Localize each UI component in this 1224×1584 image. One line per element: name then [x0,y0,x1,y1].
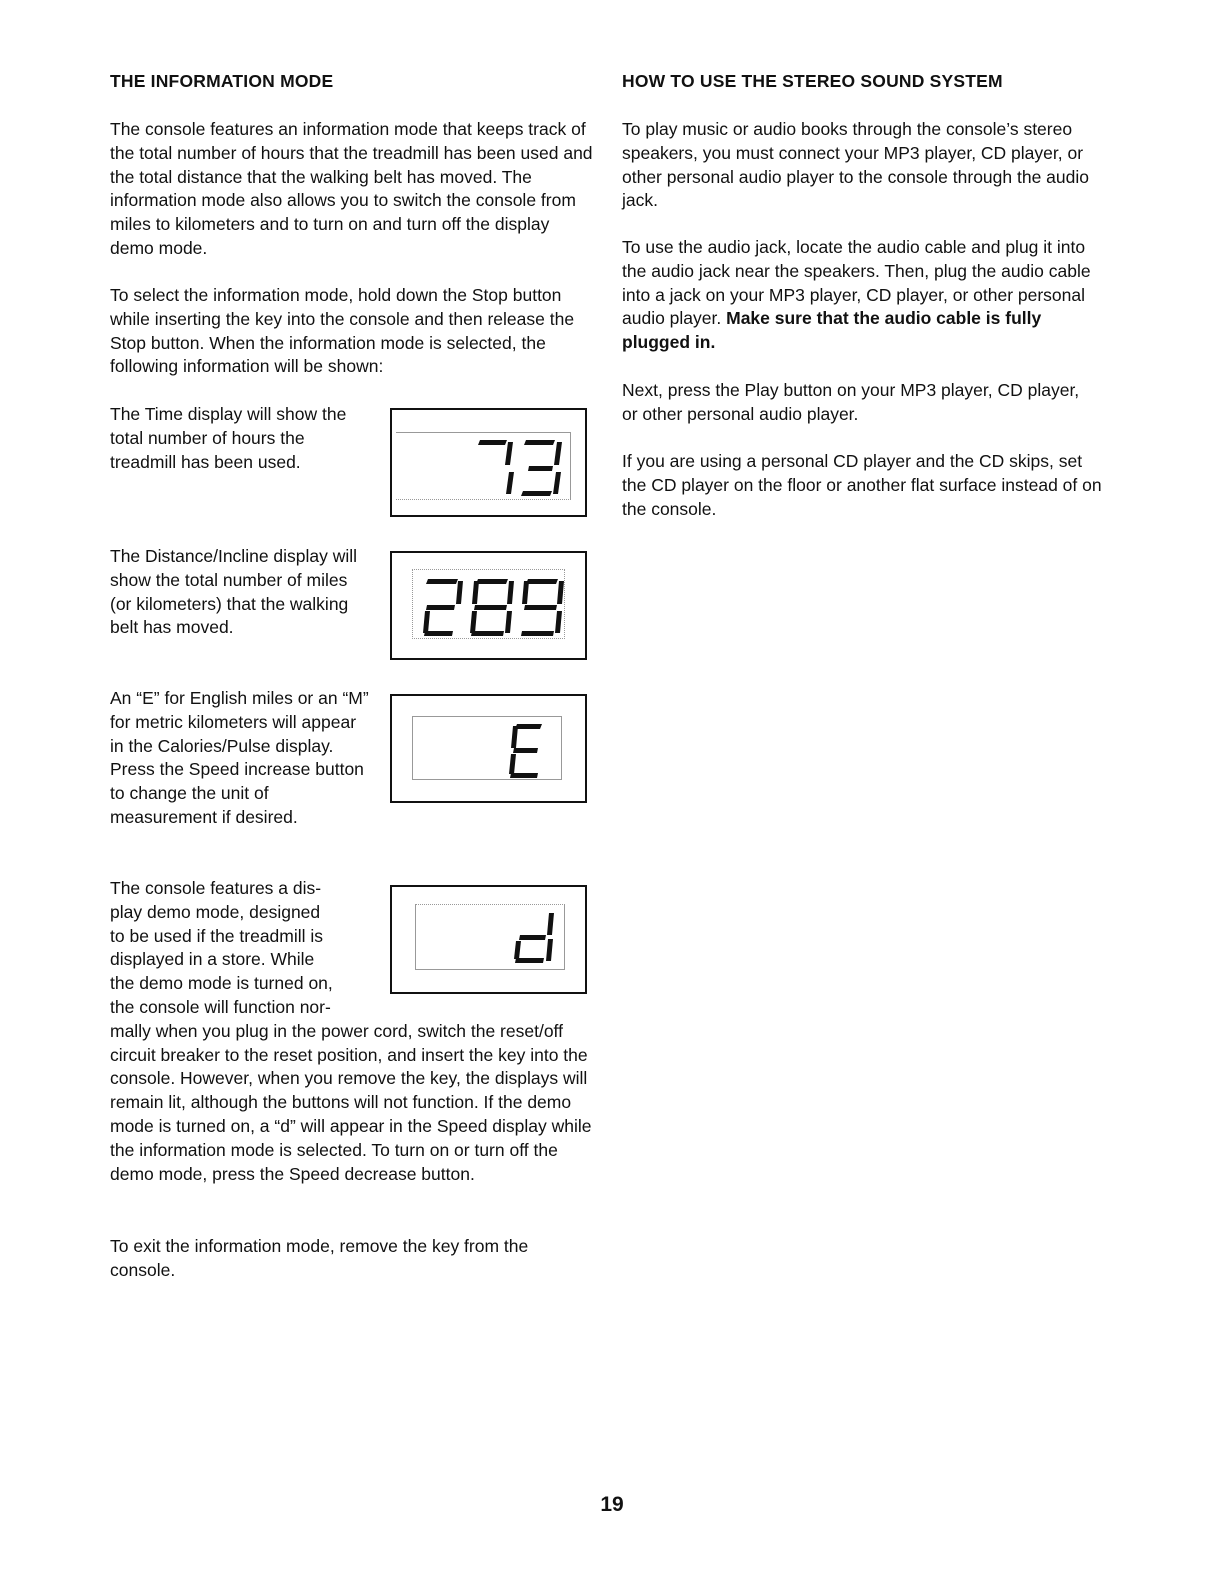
play-button-paragraph: Next, press the Play button on your MP3 player, CD player, or other personal audio player. [622,380,1080,424]
stereo-intro-paragraph: To play music or audio books through the console’s stereo speakers, you must connect your MP3 player, CD player, or other personal audio player to the console through the audio jack. [622,119,1089,211]
demo-text-rest: mally when you plug in the power cord, switch the reset/off circuit breaker to the reset position, and insert the key into the console. However, when you remove the key, the displays will remain lit, although the buttons will not function. If the demo mode is turned on, a “d” will appear in the Speed display while the information mode is selected. To turn on or turn off the demo mode, press the Speed decrease button. [110,1020,592,1184]
demo-text-line: the console will function nor- [110,997,331,1017]
demo-text-line: displayed in a store. While [110,949,315,970]
demo-text-line: the demo mode is turned on, [110,973,333,994]
digit-3-seg-b [554,442,562,465]
stereo-sound-heading: HOW TO USE THE STEREO SOUND SYSTEM [622,71,1003,91]
demo-display-digits [392,887,589,996]
units-display-illustration [390,694,587,803]
demo-text-line: The console features a dis- [110,878,322,898]
exit-info-mode-paragraph: To exit the information mode, remove the key from the console. [110,1236,529,1280]
audio-jack-warning: Make sure that the audio cable is fully plugged in. [622,308,1042,353]
page-number: 19 [600,1493,624,1516]
time-display-illustration [390,408,587,517]
digit-7-seg-c [506,472,514,494]
units-display-description: An “E” for English miles or an “M” for metric kilometers will appear in the Calories/Pulse display. Press the Speed increase button to change the unit of measurement if desired. [110,688,369,827]
distance-display-digits [392,553,589,662]
time-display-description: The Time display will show the total number of hours the treadmill has been used. [110,404,347,472]
digit-3-seg-a [524,440,555,445]
cd-skip-paragraph: If you are using a personal CD player and the CD skips, set the CD player on the floor or another flat surface instead of on the console. [622,451,1102,519]
units-display-digits [392,696,589,805]
audio-jack-text: To use the audio jack, locate the audio cable and plug it into the audio jack near the speakers. Then, plug the audio cable into a jack on your MP3 player, CD player, or other personal audio player. [622,237,1091,329]
info-mode-intro-paragraph: The console features an information mode that keeps track of the total number of hours that the treadmill has been used and the total distance that the walking belt has moved. The information mode also allows you to switch the console from miles to kilometers and to turn on and turn off the display demo mode. [110,119,593,258]
digit-7-seg-a [478,440,507,445]
digit-3-seg-d [521,491,552,496]
digit-7-seg-b [505,442,513,465]
demo-text-line: to be used if the treadmill is [110,925,324,946]
info-mode-select-paragraph: To select the information mode, hold down the Stop button while inserting the key into the console and then release the Stop button. When the information mode is selected, the following information will be shown: [110,285,575,377]
time-display-digits [392,410,589,519]
information-mode-heading: THE INFORMATION MODE [110,71,334,91]
distance-display-illustration [390,551,587,660]
audio-jack-paragraph [622,236,1107,355]
digit-3-seg-g [528,466,553,471]
demo-text-line: play demo mode, designed [110,901,321,922]
distance-display-description: The Distance/Incline display will show the total number of miles (or kilometers) that the walking belt has moved. [110,546,358,638]
demo-display-illustration [390,885,587,994]
digit-3-seg-c [553,472,561,494]
